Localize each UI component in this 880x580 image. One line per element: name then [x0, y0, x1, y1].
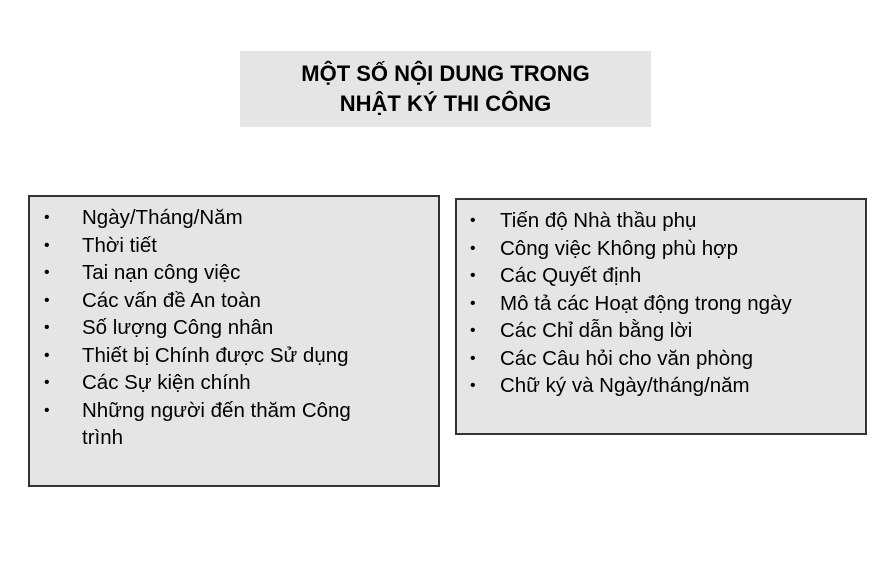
list-item-text: Số lượng Công nhân — [82, 316, 274, 339]
left-content-box — [28, 195, 440, 487]
bullet-icon: • — [44, 291, 50, 309]
title-line-1: MỘT SỐ NỘI DUNG TRONG — [301, 61, 590, 86]
list-item — [457, 290, 855, 318]
bullet-icon: • — [470, 322, 476, 339]
list-item — [30, 259, 428, 287]
bullet-icon: • — [470, 294, 476, 312]
list-item — [457, 262, 855, 290]
list-item-text: Ngày/Tháng/Năm — [82, 206, 243, 229]
list-item-text: Các Chỉ dẫn bằng lời — [500, 319, 693, 342]
list-item — [30, 342, 428, 370]
list-item-text: Những người đến thăm Công trình — [82, 398, 351, 449]
list-item — [457, 345, 855, 373]
bullet-icon: • — [44, 319, 50, 336]
left-bullet-list — [30, 204, 428, 452]
right-bullet-list — [457, 207, 855, 400]
bullet-icon: • — [470, 212, 476, 229]
list-item — [457, 317, 855, 345]
bullet-icon: • — [470, 267, 476, 284]
list-item — [457, 372, 855, 400]
list-item-text: Công việc Không phù hợp — [500, 236, 738, 260]
list-item — [30, 369, 428, 397]
bullet-icon: • — [44, 401, 50, 419]
list-item — [30, 397, 372, 452]
bullet-icon: • — [470, 377, 476, 394]
list-item-text: Thiết bị Chính được Sử dụng — [82, 343, 349, 367]
bullet-icon: • — [44, 209, 50, 226]
list-item-text: Các Câu hỏi cho văn phòng — [500, 346, 754, 370]
list-item — [30, 204, 428, 232]
list-item-text: Các Quyết định — [500, 264, 642, 287]
list-item-text: Các vấn đề An toàn — [82, 288, 261, 312]
bullet-icon: • — [44, 264, 50, 281]
list-item — [30, 232, 428, 260]
list-item-text: Các Sự kiện chính — [82, 371, 251, 394]
title-box — [240, 51, 651, 127]
list-item — [30, 314, 428, 342]
list-item-text: Tiến độ Nhà thầu phụ — [500, 209, 697, 232]
title-line-2: NHẬT KÝ THI CÔNG — [339, 91, 552, 116]
bullet-icon: • — [44, 236, 50, 254]
list-item-text: Chữ ký và Ngày/tháng/năm — [500, 374, 750, 397]
bullet-icon: • — [44, 374, 50, 391]
list-item — [457, 207, 855, 235]
list-item-text: Thời tiết — [82, 233, 157, 257]
list-item — [30, 287, 428, 315]
bullet-icon: • — [470, 349, 476, 367]
list-item-text: Mô tả các Hoạt động trong ngày — [500, 291, 792, 315]
list-item-text: Tai nạn công việc — [82, 261, 241, 284]
right-content-box — [455, 198, 867, 435]
bullet-icon: • — [44, 346, 50, 364]
bullet-icon: • — [470, 239, 476, 257]
list-item — [457, 235, 855, 263]
